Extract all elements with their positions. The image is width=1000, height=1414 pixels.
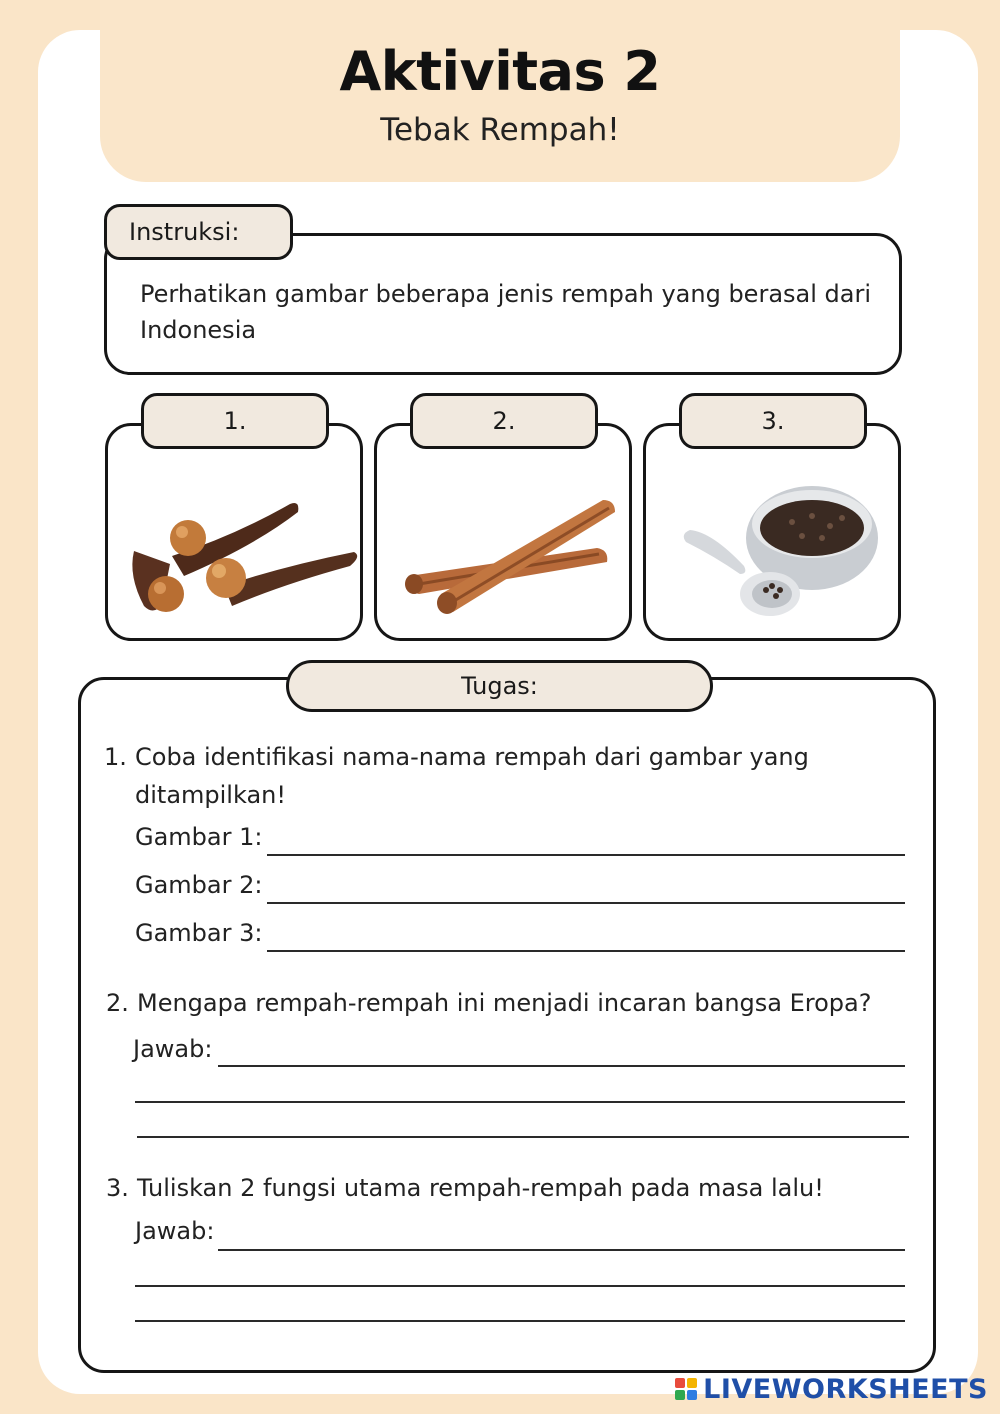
pepper-bowl-illustration [652, 466, 896, 636]
instruction-tag: Instruksi: [104, 204, 293, 260]
header-banner [100, 0, 900, 182]
image-tag-1: 1. [141, 393, 329, 449]
q1-text: Coba identifikasi nama-nama rempah dari gambar yang ditampilkan! [135, 743, 809, 809]
page-subtitle: Tebak Rempah! [380, 112, 620, 148]
q2-text: Mengapa rempah-rempah ini menjadi incaran bangsa Eropa? [137, 989, 872, 1017]
q2-number: 2. [106, 989, 129, 1017]
q1-answer-label-3: Gambar 3: [135, 919, 263, 947]
image-tag-3: 3. [679, 393, 867, 449]
brand-name: LIVEWORKSHEETS [703, 1373, 988, 1405]
page-title: Aktivitas 2 [339, 40, 661, 103]
q3-text: Tuliskan 2 fungsi utama rempah-rempah pada masa lalu! [137, 1174, 824, 1202]
q3-answer-line-2[interactable] [135, 1285, 905, 1287]
q2-answer-label: Jawab: [133, 1035, 213, 1063]
task-tag: Tugas: [286, 660, 713, 712]
q1-answer-line-2[interactable] [267, 902, 905, 904]
q3-answer-label: Jawab: [135, 1217, 215, 1245]
q1-number: 1. [104, 743, 127, 771]
image-box-1 [105, 423, 363, 641]
q3-answer-line-3[interactable] [135, 1320, 905, 1322]
liveworksheets-logo[interactable] [675, 1372, 988, 1406]
q2-answer-line-3[interactable] [137, 1136, 909, 1138]
image-box-3 [643, 423, 901, 641]
q1-answer-line-3[interactable] [267, 950, 905, 952]
image-box-2 [374, 423, 632, 641]
q2-answer-line-1[interactable] [218, 1065, 905, 1067]
q3-number: 3. [106, 1174, 129, 1202]
q1-answer-label-2: Gambar 2: [135, 871, 263, 899]
cinnamon-sticks-illustration [383, 466, 627, 636]
q2-answer-line-2[interactable] [135, 1101, 905, 1103]
q1-answer-line-1[interactable] [267, 854, 905, 856]
q1-answer-label-1: Gambar 1: [135, 823, 263, 851]
image-tag-2: 2. [410, 393, 598, 449]
instruction-text: Perhatikan gambar beberapa jenis rempah yang berasal dari Indonesia [140, 280, 872, 344]
cloves-illustration [114, 466, 358, 636]
q3-answer-line-1[interactable] [218, 1249, 905, 1251]
logo-grid-icon [675, 1378, 697, 1400]
